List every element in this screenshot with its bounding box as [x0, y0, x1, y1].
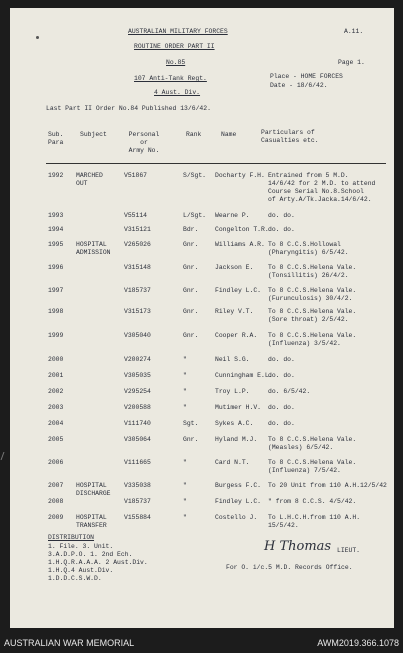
- row-para: 2006: [48, 459, 64, 466]
- row-name: Burgess F.C.: [215, 482, 262, 489]
- row-particulars: (Measles) 6/5/42.: [268, 444, 334, 451]
- row-name: Wearne P.: [215, 212, 250, 219]
- row-army-no: V200588: [124, 404, 151, 411]
- row-rank: ": [183, 482, 187, 489]
- row-particulars: (Tonsillitis) 26/4/2.: [268, 272, 349, 279]
- row-name: Findley L.C.: [215, 498, 262, 505]
- row-name: Jackson E.: [215, 264, 254, 271]
- division: 4 Aust. Div.: [154, 89, 201, 96]
- row-name: Card N.T.: [215, 459, 250, 466]
- signature: H Thomas: [264, 539, 332, 554]
- row-name: Docharty F.H.: [215, 172, 265, 179]
- row-particulars: 15/5/42.: [268, 522, 299, 529]
- row-name: Cunningham E.L.: [215, 372, 273, 379]
- footer-source: AUSTRALIAN WAR MEMORIAL: [4, 638, 135, 648]
- row-particulars: do. do.: [268, 420, 295, 427]
- row-rank: ": [183, 404, 187, 411]
- row-name: Mutimer H.V.: [215, 404, 262, 411]
- for-line: For O. i/c.5 M.D. Records Office.: [226, 564, 353, 571]
- col-army-no: Army No.: [128, 147, 160, 154]
- row-particulars: do. do.: [268, 226, 295, 233]
- row-particulars: (Sore throat) 2/5/42.: [268, 316, 349, 323]
- distribution-line: 1. File. 3. Unit.: [48, 543, 114, 550]
- row-particulars: To 8 C.C.S.Helena Vale.: [268, 264, 357, 271]
- distribution-title: DISTRIBUTION: [48, 534, 95, 541]
- row-rank: S/Sgt.: [183, 172, 207, 179]
- header-rule: [46, 163, 386, 164]
- row-name: Neil S.G.: [215, 356, 250, 363]
- row-subject: HOSPITAL: [76, 514, 107, 521]
- col-para: Para: [48, 139, 64, 146]
- doc-title: AUSTRALIAN MILITARY FORCES: [128, 28, 228, 35]
- row-para: 2009: [48, 514, 64, 521]
- row-army-no: V111665: [124, 459, 151, 466]
- row-para: 1995: [48, 241, 64, 248]
- row-rank: ": [183, 498, 187, 505]
- col-particulars: Particulars of: [261, 129, 315, 136]
- row-particulars: To 20 Unit from 110 A.H.12/5/42: [268, 482, 387, 489]
- row-name: Congelton T.R.: [215, 226, 269, 233]
- row-rank: Gnr.: [183, 241, 199, 248]
- row-name: Williams A.R.: [215, 241, 265, 248]
- row-particulars: To 8 C.C.S.Helena Vale.: [268, 287, 357, 294]
- row-rank: Sgt.: [183, 420, 199, 427]
- col-sub: Sub.: [48, 131, 64, 138]
- row-para: 1998: [48, 308, 64, 315]
- row-subject: TRANSFER: [76, 522, 107, 529]
- col-personal: Personal: [128, 131, 160, 138]
- col-casualties: Casualties etc.: [261, 137, 319, 144]
- row-army-no: V155884: [124, 514, 151, 521]
- row-particulars: do. do.: [268, 372, 295, 379]
- row-para: 2000: [48, 356, 64, 363]
- row-para: 2003: [48, 404, 64, 411]
- last-order: Last Part II Order No.84 Published 13/6/42.: [46, 105, 211, 112]
- row-particulars: To L.H.C.H.from 110 A.H.: [268, 514, 361, 521]
- row-army-no: V265026: [124, 241, 151, 248]
- row-subject: MARCHED: [76, 172, 103, 179]
- row-name: Troy L.P.: [215, 388, 250, 395]
- row-army-no: V315148: [124, 264, 151, 271]
- row-para: 2002: [48, 388, 64, 395]
- row-subject: HOSPITAL: [76, 482, 107, 489]
- row-particulars: (Influenza) 3/5/42.: [268, 340, 341, 347]
- row-army-no: V305040: [124, 332, 151, 339]
- row-rank: ": [183, 388, 187, 395]
- col-name: Name: [221, 131, 237, 138]
- row-rank: Bdr.: [183, 226, 199, 233]
- signature-rank: LIEUT.: [337, 547, 361, 554]
- row-particulars: (Influenza) 7/5/42.: [268, 467, 341, 474]
- row-subject: ADMISSION: [76, 249, 111, 256]
- row-para: 1993: [48, 212, 64, 219]
- row-particulars: To 8 C.C.S.Helena Vale.: [268, 332, 357, 339]
- row-army-no: V200274: [124, 356, 151, 363]
- row-para: 1992: [48, 172, 64, 179]
- row-para: 2004: [48, 420, 64, 427]
- row-army-no: V295254: [124, 388, 151, 395]
- row-particulars: 14/6/42 for 2 M.D. to attend: [268, 180, 376, 187]
- row-rank: Gnr.: [183, 332, 199, 339]
- doc-ref: A.11.: [344, 28, 364, 35]
- footer-bar: [0, 632, 403, 653]
- order-number: No.85: [166, 59, 186, 66]
- row-army-no: V51867: [124, 172, 148, 179]
- distribution-line: 1.H.Q.4 Aust.Div.: [48, 567, 114, 574]
- row-para: 2001: [48, 372, 64, 379]
- row-army-no: V55114: [124, 212, 148, 219]
- row-army-no: V335038: [124, 482, 151, 489]
- row-subject: HOSPITAL: [76, 241, 107, 248]
- row-rank: ": [183, 514, 187, 521]
- unit-name: 107 Anti-Tank Regt.: [134, 75, 207, 82]
- footer-ref: AWM2019.366.1078: [317, 638, 399, 648]
- ink-dot: [36, 36, 39, 39]
- row-particulars: To 8 C.C.S.Helena Vale.: [268, 436, 357, 443]
- distribution-line: 3.A.D.P.O. 1. 2nd Ech.: [48, 551, 133, 558]
- row-particulars: Entrained from 5 M.D.: [268, 172, 349, 179]
- row-para: 2008: [48, 498, 64, 505]
- page-number: Page 1.: [338, 59, 365, 66]
- place: Place - HOME FORCES: [270, 73, 343, 80]
- distribution-line: 1.D.D.C.S.W.D.: [48, 575, 102, 582]
- row-particulars: To 8 C.C.S.Hollowal: [268, 241, 341, 248]
- date: Date - 18/6/42.: [270, 82, 328, 89]
- row-army-no: V185737: [124, 287, 151, 294]
- col-rank: Rank: [186, 131, 202, 138]
- distribution-line: 1.H.Q.R.A.A.A. 2 Aust.Div.: [48, 559, 148, 566]
- col-or: or: [140, 139, 148, 146]
- col-subject: Subject: [80, 131, 107, 138]
- row-para: 2005: [48, 436, 64, 443]
- row-army-no: V305064: [124, 436, 151, 443]
- row-para: 1996: [48, 264, 64, 271]
- row-rank: L/Sgt.: [183, 212, 207, 219]
- row-para: 1999: [48, 332, 64, 339]
- row-subject: OUT: [76, 180, 88, 187]
- doc-subtitle: ROUTINE ORDER PART II: [134, 43, 215, 50]
- row-particulars: (Furunculosis) 30/4/2.: [268, 295, 353, 302]
- row-subject: DISCHARGE: [76, 490, 111, 497]
- row-army-no: V111740: [124, 420, 151, 427]
- row-rank: Gnr.: [183, 287, 199, 294]
- row-name: Findley L.C.: [215, 287, 262, 294]
- row-rank: ": [183, 356, 187, 363]
- row-particulars: do. do.: [268, 356, 295, 363]
- document-page: [10, 8, 394, 628]
- row-particulars: do. do.: [268, 212, 295, 219]
- row-para: 1997: [48, 287, 64, 294]
- row-particulars: " from 8 C.C.S. 4/5/42.: [268, 498, 357, 505]
- row-rank: Gnr.: [183, 308, 199, 315]
- row-name: Sykes A.C.: [215, 420, 254, 427]
- row-rank: Gnr.: [183, 436, 199, 443]
- row-para: 1994: [48, 226, 64, 233]
- row-name: Cooper R.A.: [215, 332, 258, 339]
- row-army-no: V315173: [124, 308, 151, 315]
- row-army-no: V315121: [124, 226, 151, 233]
- row-para: 2007: [48, 482, 64, 489]
- row-particulars: (Pharyngitis) 6/5/42.: [268, 249, 349, 256]
- row-name: Riley V.T.: [215, 308, 254, 315]
- row-particulars: To 8 C.C.S.Helena Vale.: [268, 459, 357, 466]
- row-name: Costello J.: [215, 514, 258, 521]
- row-particulars: do. 6/5/42.: [268, 388, 311, 395]
- row-particulars: Course Serial No.8.School: [268, 188, 364, 195]
- row-particulars: do. do.: [268, 404, 295, 411]
- row-particulars: of Arty.A/Tk.Jacka.14/6/42.: [268, 196, 372, 203]
- row-particulars: To 8 C.C.S.Helena Vale.: [268, 308, 357, 315]
- row-army-no: V305035: [124, 372, 151, 379]
- row-rank: Gnr.: [183, 264, 199, 271]
- row-army-no: V185737: [124, 498, 151, 505]
- row-rank: ": [183, 459, 187, 466]
- row-rank: ": [183, 372, 187, 379]
- row-name: Hyland M.J.: [215, 436, 258, 443]
